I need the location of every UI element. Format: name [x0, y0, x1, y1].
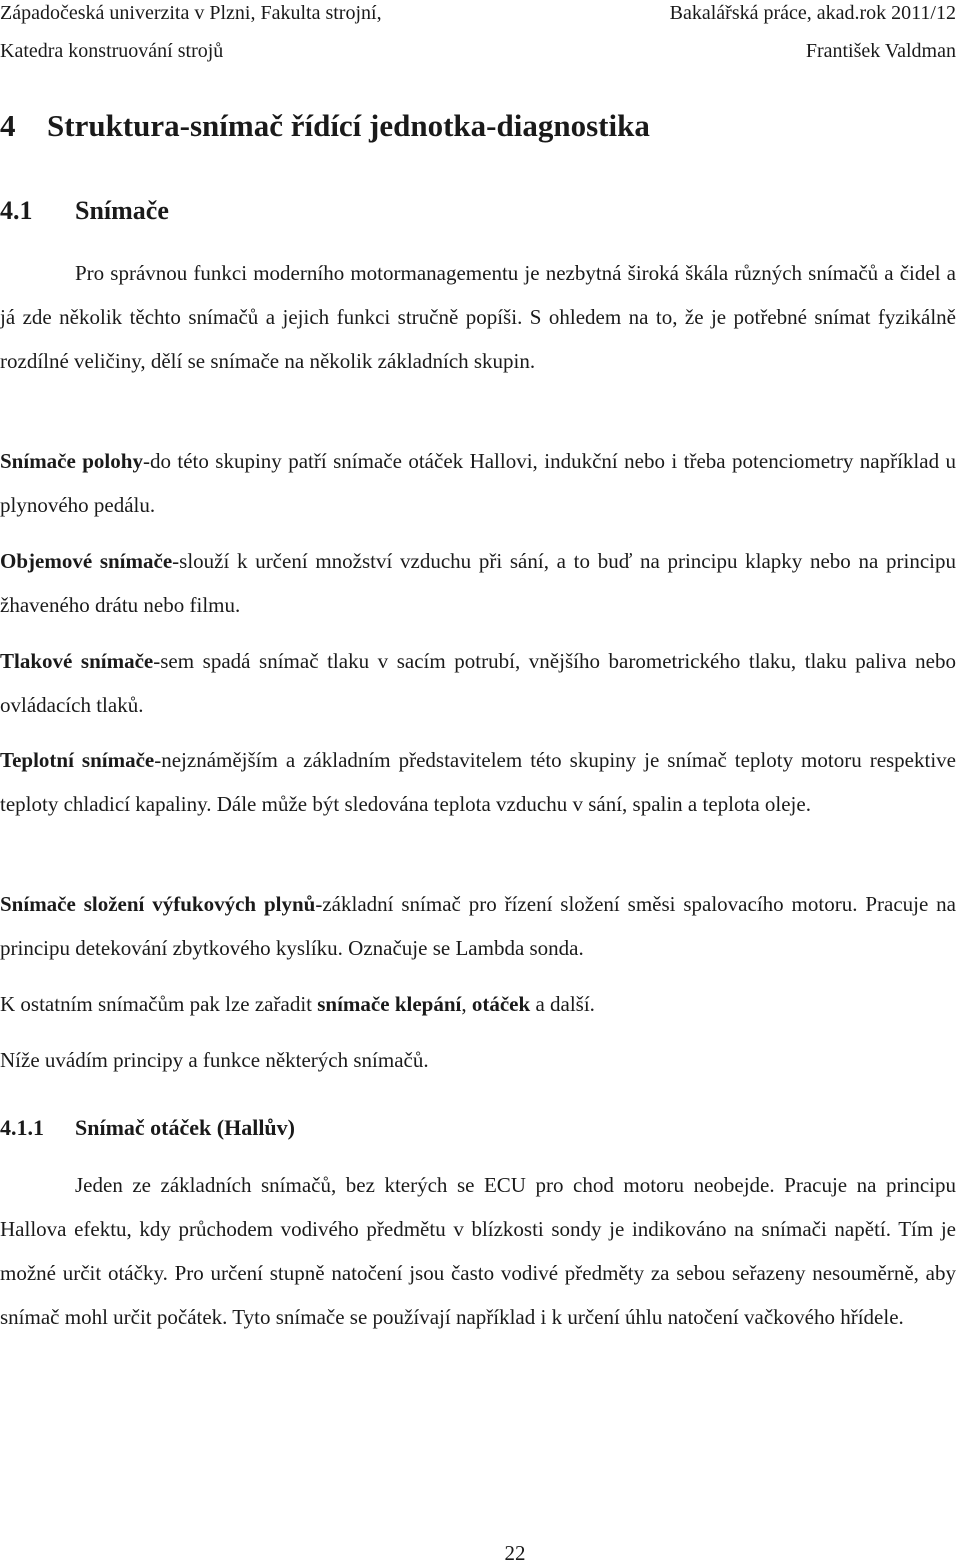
header-author: František Valdman — [805, 40, 956, 62]
subsection-number: 4.1.1 — [0, 1115, 44, 1140]
subsection-heading — [0, 1115, 295, 1141]
section-number: 4.1 — [0, 196, 33, 225]
others-term-speed: otáček — [471, 992, 531, 1016]
others-text: K ostatním snímačům pak lze zařadit — [0, 992, 318, 1016]
subsection-paragraph: Jeden ze základních snímačů, bez kterých se ECU pro chod motoru neobejde. Pracuje na principu Hallova efektu, kdy průchodem vodivého předmětu v blízkosti sondy je indikováno na snímači napětí. Tím je možné určit otáčky. Pro určení stupně natočení jsou často vodivé předměty za sebou seřazeny nesouměrně, aby snímač mohl určit počátek. Tyto snímače se používají například i k určení úhlu natočení vačkového hřídele. — [0, 1173, 956, 1329]
header-university: Západočeská univerzita v Plzni, Fakulta strojní, — [0, 2, 382, 24]
lead-in-paragraph: Níže uvádím principy a funkce některých snímačů. — [0, 1048, 429, 1072]
others-paragraph — [0, 982, 956, 1026]
running-head-line-1 — [0, 2, 956, 26]
section-title: Snímače — [75, 196, 169, 225]
group-paragraph-position — [0, 439, 956, 527]
others-separator: , — [461, 992, 472, 1016]
group-description: -základní snímač pro řízení složení směsi spalovacího motoru. Pracuje na principu detekování zbytkového kyslíku. Označuje se Lambda sonda. — [0, 892, 956, 960]
chapter-number: 4 — [0, 108, 16, 143]
running-head-line-2 — [0, 40, 956, 64]
group-term: Teplotní snímače — [0, 748, 155, 772]
group-description: -do této skupiny patří snímače otáček Hallovi, indukční nebo i třeba potenciometry například u plynového pedálu. — [0, 449, 956, 517]
page-number: 22 — [504, 1541, 526, 1565]
others-term-knock: snímače klepání — [317, 992, 462, 1016]
group-description: -nejznámějším a základním představitelem této skupiny je snímač teploty motoru respektive teploty chladicí kapaliny. Dále může být sledována teplota vzduchu v sání, spalin a teplota oleje. — [0, 748, 956, 816]
group-description: -slouží k určení množství vzduchu při sání, a to buď na principu klapky nebo na principu žhaveného drátu nebo filmu. — [0, 549, 956, 617]
group-paragraph-pressure — [0, 639, 956, 727]
group-term: Tlakové snímače — [0, 649, 154, 673]
section-heading — [0, 196, 169, 226]
group-paragraph-temperature — [0, 738, 956, 826]
header-department: Katedra konstruování strojů — [0, 40, 224, 62]
others-tail: a další. — [530, 992, 595, 1016]
chapter-title: Struktura-snímač řídící jednotka-diagnostika — [47, 108, 650, 143]
group-term: Objemové snímače — [0, 549, 173, 573]
subsection-title: Snímač otáček (Hallův) — [75, 1115, 295, 1140]
chapter-heading — [0, 108, 650, 144]
group-term: Snímače složení výfukových plynů — [0, 892, 316, 916]
group-term: Snímače polohy — [0, 449, 143, 473]
group-paragraph-volume — [0, 539, 956, 627]
group-paragraph-exhaust — [0, 882, 956, 970]
intro-paragraph: Pro správnou funkci moderního motormanagementu je nezbytná široká škála různých snímačů a čidel a já zde několik těchto snímačů a jejich funkci stručně popíši. S ohledem na to, že je potřebné snímat fyzikálně rozdílné veličiny, dělí se snímače na několik základních skupin. — [0, 261, 956, 373]
group-description: -sem spadá snímač tlaku v sacím potrubí, vnějšího barometrického tlaku, tlaku paliva nebo ovládacích tlaků. — [0, 649, 956, 717]
header-thesis-type: Bakalářská práce, akad.rok 2011/12 — [669, 2, 956, 24]
